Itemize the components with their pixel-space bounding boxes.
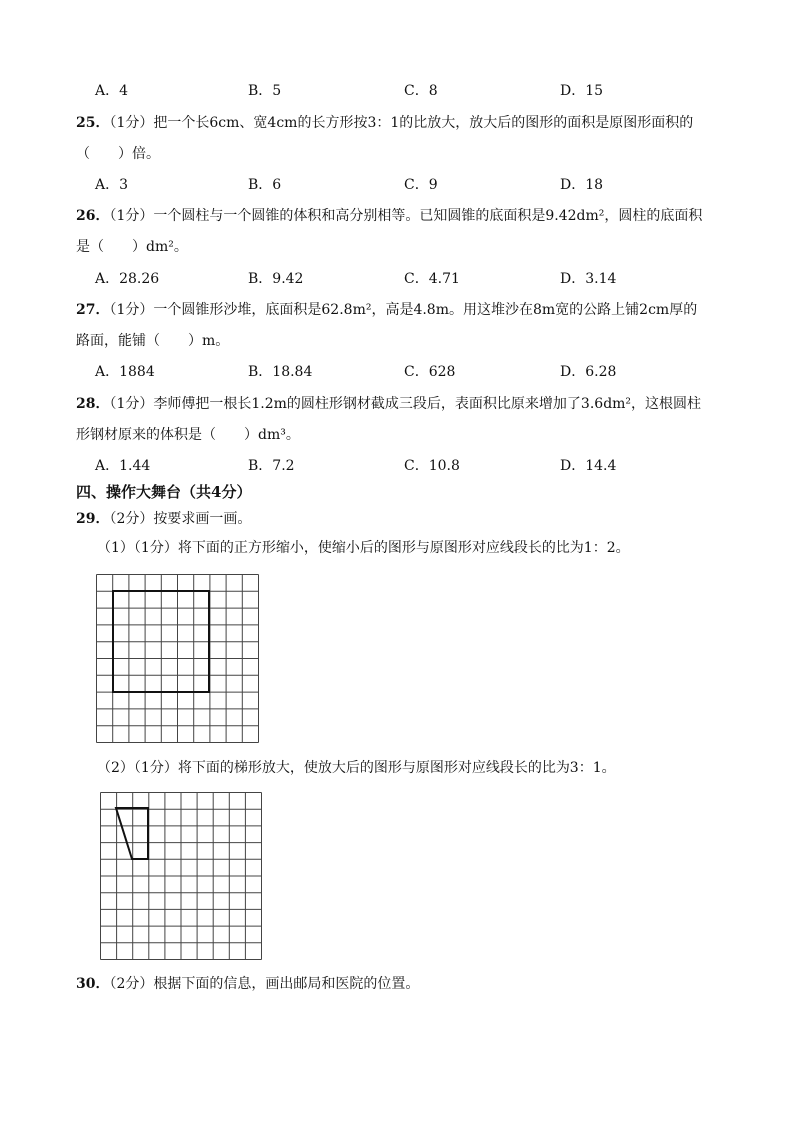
q27-number: 27． [76, 302, 110, 318]
q26-options [95, 269, 715, 289]
q24-option-b[interactable]: B．5 [248, 83, 282, 99]
q25-number: 25． [76, 115, 110, 131]
q25-stem-line1 [76, 113, 693, 133]
q28-text: （1分）李师傅把一根长1.2m的圆柱形钢材截成三段后，表面积比原来增加了3.6dm²，这根圆柱 [109, 396, 702, 412]
q26-option-a[interactable]: A．28.26 [95, 271, 160, 287]
q27-options [95, 362, 715, 382]
q26-stem-line1 [76, 206, 702, 226]
q25-option-c[interactable]: C．9 [404, 177, 438, 193]
q25-options [95, 175, 715, 195]
q26-option-d[interactable]: D．3.14 [560, 271, 617, 287]
q24-option-d[interactable]: D．15 [560, 83, 604, 99]
q24-option-a[interactable]: A．4 [95, 83, 129, 99]
q28-number: 28． [76, 396, 110, 412]
q28-stem-line1 [76, 394, 701, 414]
q27-option-c[interactable]: C．628 [404, 364, 456, 380]
q27-text: （1分）一个圆锥形沙堆，底面积是62.8m²，高是4.8m。用这堆沙在8m宽的公路上铺2cm厚的 [109, 302, 698, 318]
q28-option-c[interactable]: C．10.8 [404, 458, 460, 474]
q27-stem-line2: 路面，能铺（ ）m。 [76, 333, 230, 349]
q30-stem [76, 974, 419, 994]
q28-option-a[interactable]: A．1.44 [95, 458, 151, 474]
q28-option-d[interactable]: D．14.4 [560, 458, 617, 474]
q27-option-b[interactable]: B．18.84 [248, 364, 313, 380]
q25-option-b[interactable]: B．6 [248, 177, 282, 193]
q26-option-c[interactable]: C．4.71 [404, 271, 460, 287]
q24-options [95, 81, 715, 101]
q27-stem-line1 [76, 300, 697, 320]
q28-options [95, 456, 715, 476]
q26-number: 26． [76, 208, 110, 224]
q29-number: 29． [76, 511, 110, 527]
q25-text: （1分）把一个长6cm、宽4cm的长方形按3：1的比放大，放大后的图形的面积是原图形面积的 [109, 115, 694, 131]
q30-number: 30． [76, 976, 110, 992]
trapezoid-figure [116, 808, 148, 859]
q26-text: （1分）一个圆柱与一个圆锥的体积和高分别相等。已知圆锥的底面积是9.42dm²，圆柱的底面积 [109, 208, 703, 224]
q26-option-b[interactable]: B．9.42 [248, 271, 304, 287]
q29-part1-grid[interactable] [96, 574, 259, 743]
q29-part2-grid[interactable] [100, 792, 262, 960]
q30-text: （2分）根据下面的信息，画出邮局和医院的位置。 [109, 976, 420, 992]
q27-option-d[interactable]: D．6.28 [560, 364, 617, 380]
q27-option-a[interactable]: A．1884 [95, 364, 155, 380]
q28-stem-line2: 形钢材原来的体积是（ ）dm³。 [76, 427, 300, 443]
q29-text: （2分）按要求画一画。 [109, 511, 252, 527]
q25-option-d[interactable]: D．18 [560, 177, 604, 193]
q26-stem-line2: 是（ ）dm²。 [76, 239, 188, 255]
q25-stem-line2: （ ）倍。 [76, 146, 160, 162]
q25-option-a[interactable]: A．3 [95, 177, 129, 193]
q29-stem [76, 509, 251, 529]
q28-option-b[interactable]: B．7.2 [248, 458, 295, 474]
q24-option-c[interactable]: C．8 [404, 83, 438, 99]
section-4-title: 四、操作大舞台（共4分） [76, 483, 252, 501]
q29-part1-instruction: （1）（1分）将下面的正方形缩小，使缩小后的图形与原图形对应线段长的比为1：2。 [97, 540, 630, 556]
q29-part2-instruction: （2）（1分）将下面的梯形放大，使放大后的图形与原图形对应线段长的比为3：1。 [97, 760, 616, 776]
